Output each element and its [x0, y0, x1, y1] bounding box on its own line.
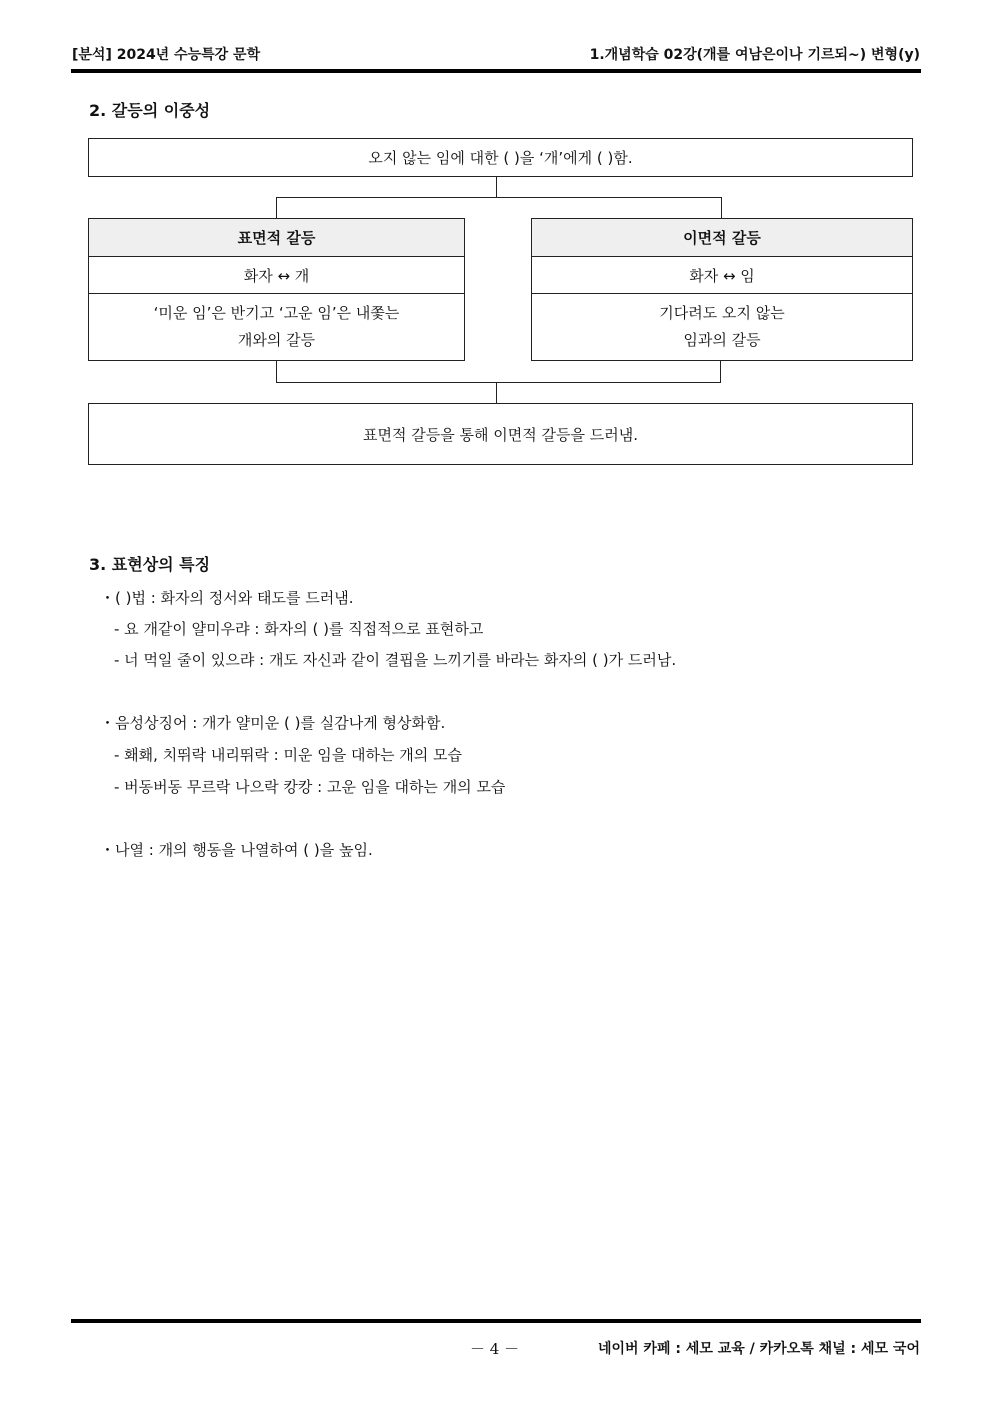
page-number: － 4 －: [470, 1340, 520, 1358]
connector-bottom-stem: [496, 382, 497, 403]
surface-conflict-desc-line1: ‘미운 임’은 반기고 ‘고운 임’은 내쫓는: [153, 304, 400, 322]
connector-top-stem: [496, 177, 497, 197]
feature-line-3: - 너 먹일 줄이 있으랴 : 개도 자신과 같이 결핍을 느끼기를 바라는 화자의 ( )가 드러남.: [114, 651, 677, 669]
surface-conflict-desc-line2: 개와의 갈등: [237, 331, 316, 349]
feature-line-6: - 버동버동 무르락 나으락 캉캉 : 고운 임을 대하는 개의 모습: [114, 778, 506, 796]
inner-conflict-desc: [532, 294, 912, 360]
conflict-top-box: 오지 않는 임에 대한 ( )을 ‘개’에게 ( )함.: [88, 138, 913, 177]
connector-bottom-right-rise: [720, 361, 721, 382]
feature-line-2: - 요 개같이 얄미우랴 : 화자의 ( )를 직접적으로 표현하고: [114, 620, 484, 638]
feature-line-1: ・( )법 : 화자의 정서와 태도를 드러냄.: [100, 589, 354, 607]
conflict-bottom-box: 표면적 갈등을 통해 이면적 갈등을 드러냄.: [88, 403, 913, 465]
section3-title: 3. 표현상의 특징: [89, 555, 211, 574]
header-left-title: [분석] 2024년 수능특강 문학: [72, 47, 261, 63]
inner-conflict-desc-line2: 임과의 갈등: [683, 331, 761, 349]
connector-bottom-left-rise: [276, 361, 277, 382]
header-right-title: 1.개념학습 02강(개를 여남은이나 기르되~) 변형(y): [589, 47, 920, 63]
connector-top-right-drop: [721, 197, 722, 218]
inner-conflict-title: 이면적 갈등: [532, 219, 912, 257]
feature-line-7: ・나열 : 개의 행동을 나열하여 ( )을 높임.: [100, 841, 373, 859]
footer-channel-info: 네이버 카페 : 세모 교육 / 카카오톡 채널 : 세모 국어: [597, 1341, 920, 1357]
inner-conflict-panel: [531, 218, 913, 361]
feature-line-5: - 홰홰, 치뛰락 내리뛰락 : 미운 임을 대하는 개의 모습: [114, 746, 462, 764]
header-rule: [71, 69, 921, 73]
surface-conflict-title: 표면적 갈등: [89, 219, 464, 257]
inner-conflict-desc-line1: 기다려도 오지 않는: [659, 304, 785, 322]
connector-top-left-drop: [276, 197, 277, 218]
section2-title: 2. 갈등의 이중성: [89, 101, 211, 120]
surface-conflict-panel: [88, 218, 465, 361]
surface-conflict-desc: [89, 294, 464, 360]
feature-line-4: ・음성상징어 : 개가 얄미운 ( )를 실감나게 형상화함.: [100, 714, 446, 732]
footer-rule: [71, 1319, 921, 1323]
surface-conflict-relation: 화자 ↔ 개: [89, 257, 464, 294]
connector-bottom-branch: [276, 382, 721, 383]
inner-conflict-relation: 화자 ↔ 임: [532, 257, 912, 294]
connector-top-branch: [276, 197, 722, 198]
